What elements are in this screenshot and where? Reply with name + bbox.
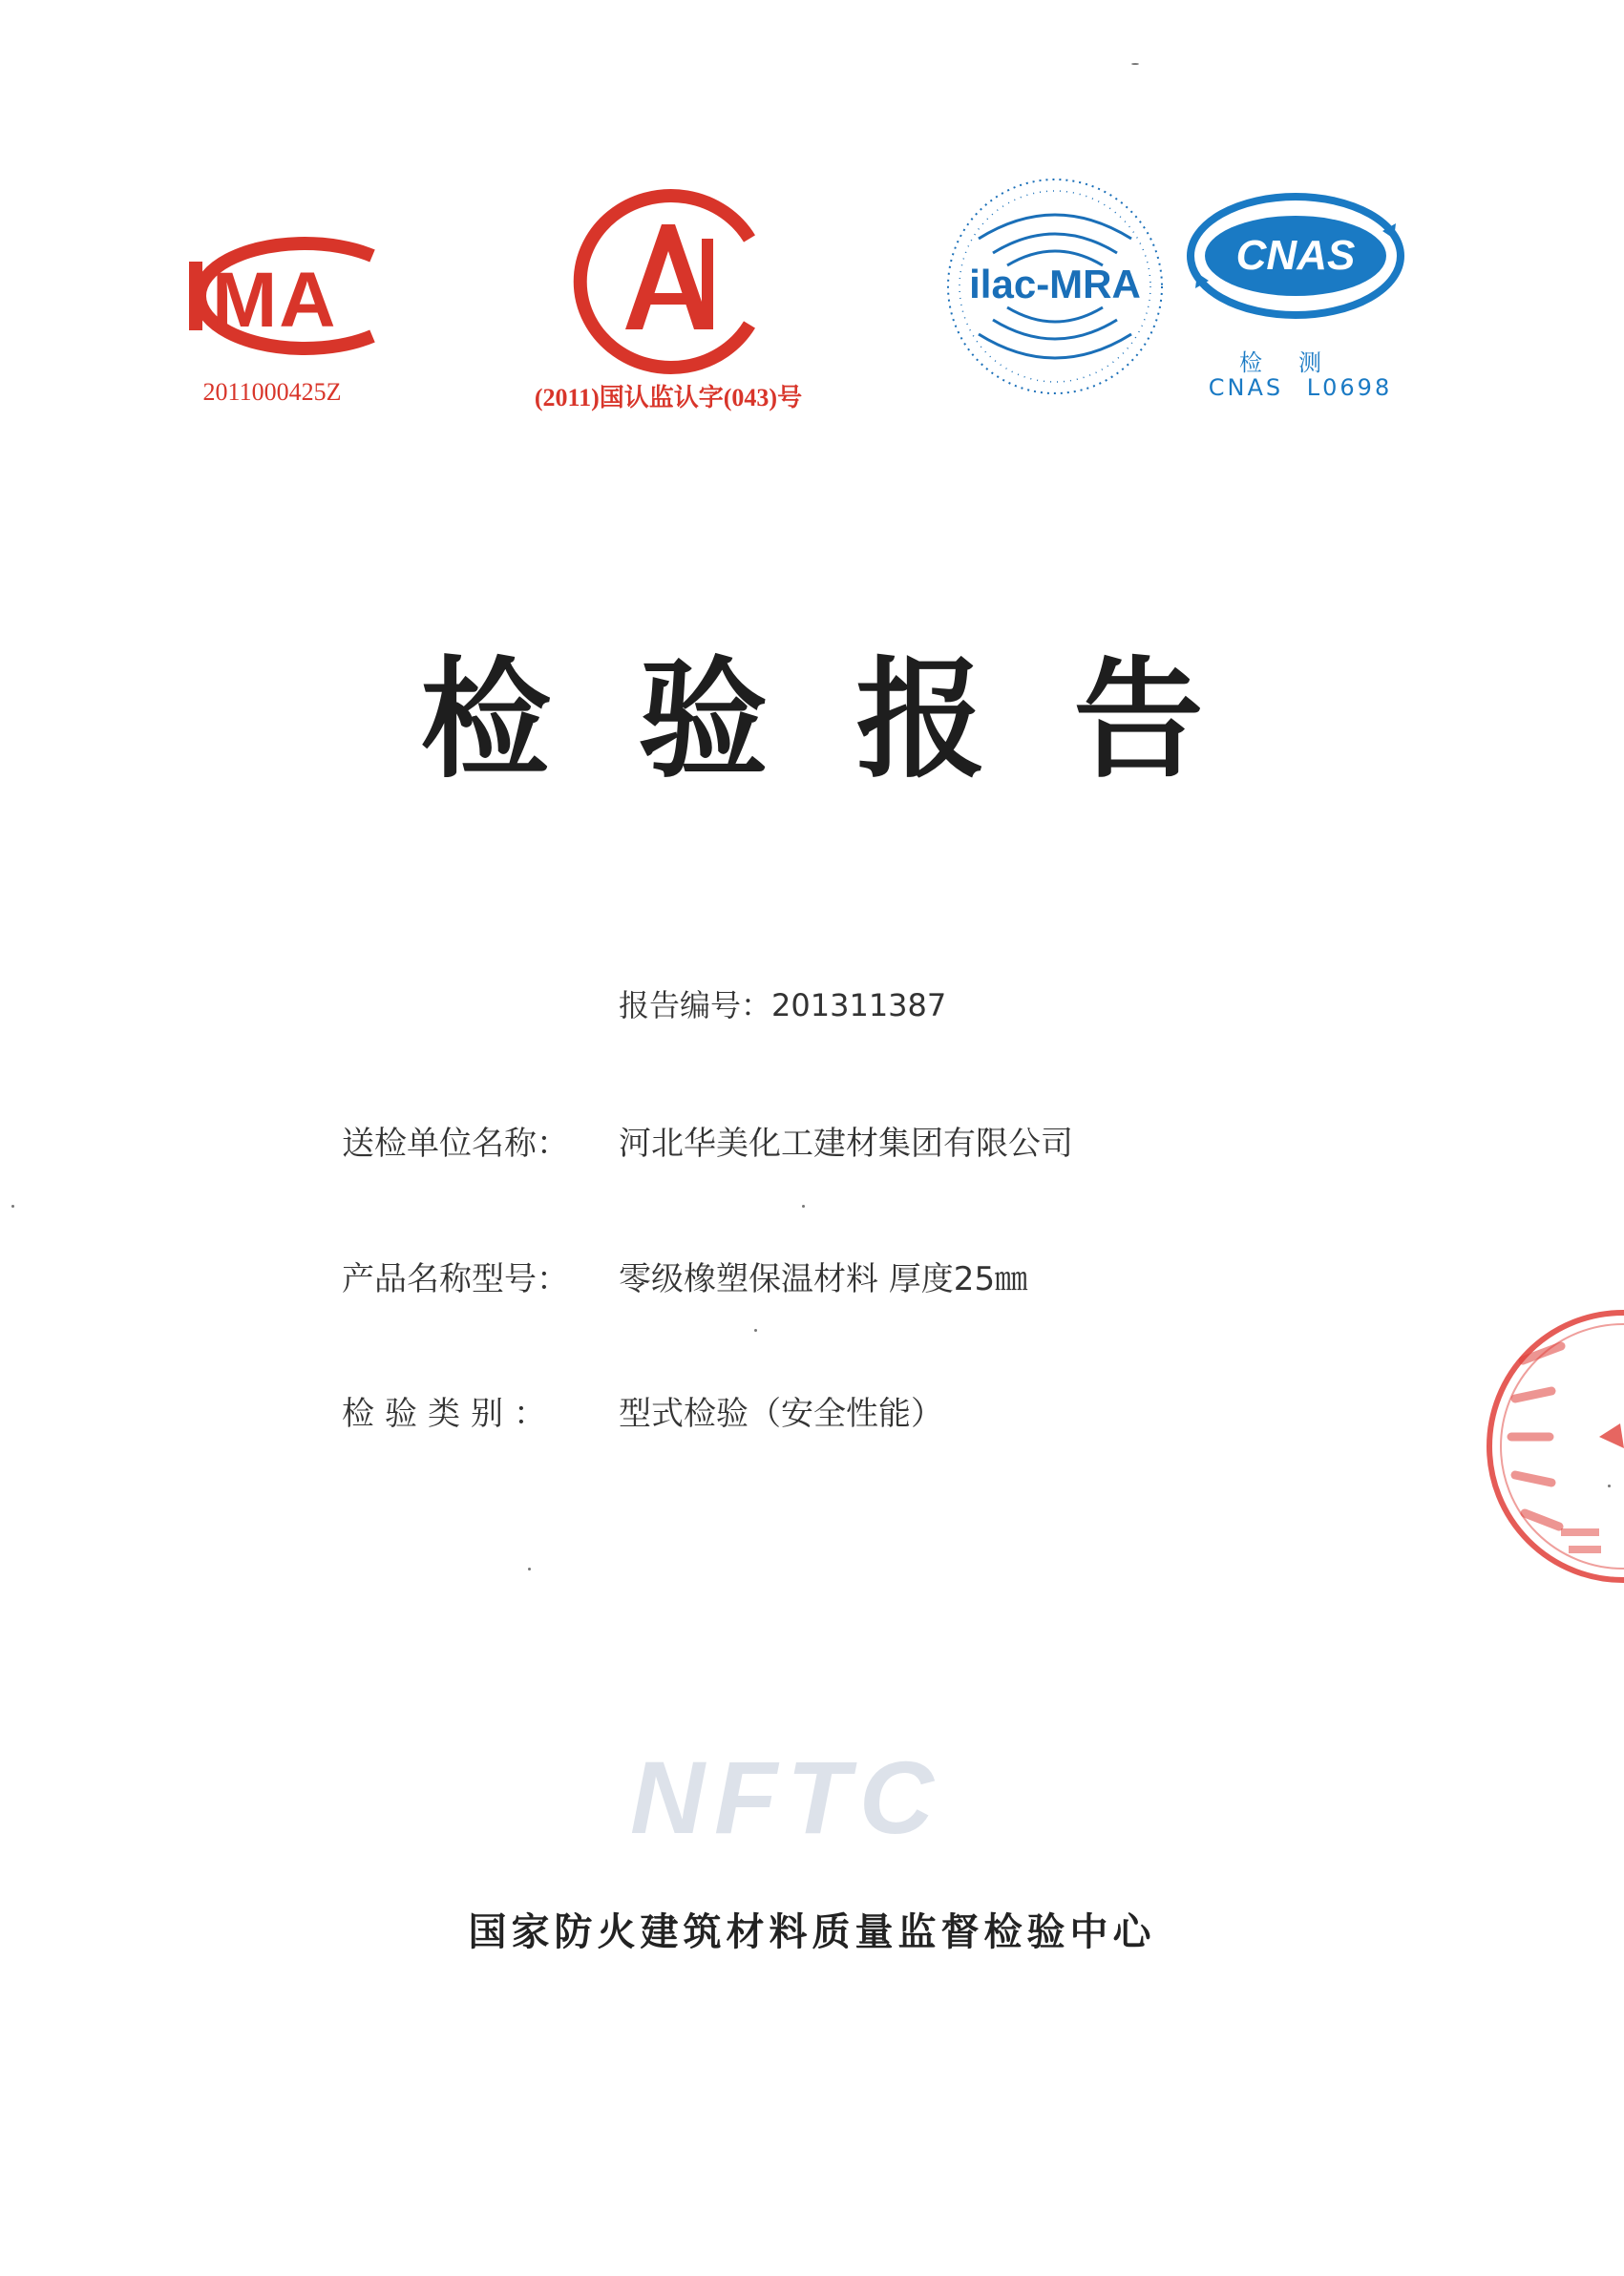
cnas-mark-icon — [1184, 181, 1408, 353]
cma-number: 2011000425Z — [202, 378, 342, 406]
red-seal-stamp-icon — [1456, 1294, 1624, 1599]
report-number-label: 报告编号： — [619, 987, 772, 1023]
svg-text:ilac-MRA: ilac-MRA — [969, 262, 1141, 306]
nftc-watermark: NFTC — [630, 1739, 943, 1855]
product-label: 产品名称型号： — [342, 1260, 569, 1298]
cma-mark-icon — [153, 229, 391, 363]
document-title: 检验报告 — [420, 645, 1292, 796]
cal-number: (2011)国认监认字(043)号 — [534, 384, 803, 411]
submitting-unit-row — [342, 1117, 1073, 1164]
svg-text:CNAS: CNAS — [1235, 232, 1356, 279]
inspection-type-value: 型式检验（安全性能） — [619, 1395, 943, 1433]
ilac-mra-mark-icon — [940, 172, 1170, 401]
inspection-type-label: 检验类别： — [342, 1395, 557, 1433]
inspection-type-row — [342, 1387, 943, 1434]
report-number-value: 201311387 — [771, 987, 947, 1023]
report-number-row — [619, 981, 946, 1025]
cal-mark-icon — [559, 186, 778, 377]
issuing-center-name: 国家防火建筑材料质量监督检验中心 — [468, 1910, 1156, 1954]
cnas-subtitle-cn: 检测 — [1239, 349, 1358, 376]
cnas-subtitle-code: CNAS L0698 — [1208, 374, 1393, 401]
product-value: 零级橡塑保温材料 厚度25㎜ — [619, 1260, 1028, 1298]
submitting-unit-value: 河北华美化工建材集团有限公司 — [619, 1125, 1073, 1163]
svg-text:MA: MA — [212, 257, 338, 344]
submitting-unit-label: 送检单位名称： — [342, 1125, 569, 1163]
product-row — [342, 1253, 1027, 1299]
